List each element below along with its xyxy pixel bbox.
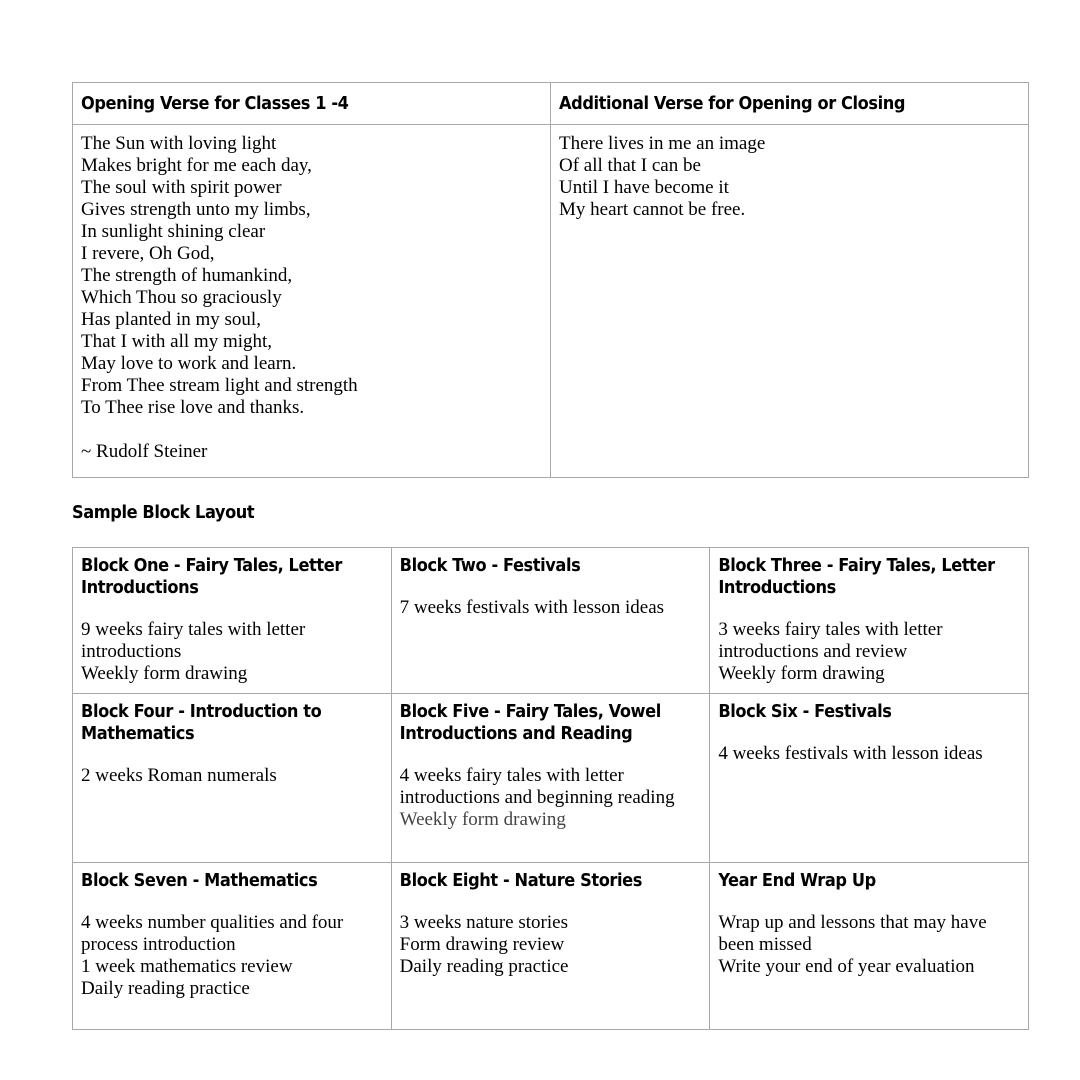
verse-line: Gives strength unto my limbs, bbox=[81, 199, 311, 220]
verse-line: The strength of humankind, bbox=[81, 265, 293, 286]
block-lines bbox=[718, 743, 1020, 765]
block-cell bbox=[73, 548, 392, 694]
verse-line: In sunlight shining clear bbox=[81, 221, 266, 242]
block-cell bbox=[710, 694, 1029, 863]
block-line: Weekly form drawing bbox=[399, 809, 566, 830]
block-lines bbox=[81, 765, 383, 787]
block-lines bbox=[718, 912, 1020, 978]
block-line: 2 weeks Roman numerals bbox=[81, 765, 277, 786]
block-line: 4 weeks fairy tales with letter introductions and beginning reading bbox=[399, 765, 675, 808]
block-line: 9 weeks fairy tales with letter introductions bbox=[81, 619, 306, 662]
verse-line: The Sun with loving light bbox=[81, 133, 277, 154]
block-cell bbox=[73, 863, 392, 1030]
block-lines bbox=[81, 912, 383, 1000]
block-cell bbox=[391, 863, 710, 1030]
block-cell bbox=[710, 548, 1029, 694]
block-lines bbox=[81, 619, 383, 685]
block-row bbox=[73, 863, 1029, 1030]
block-line: Daily reading practice bbox=[399, 956, 569, 977]
verse-spacer bbox=[81, 419, 542, 441]
block-cell bbox=[73, 694, 392, 863]
verse-line: Until I have become it bbox=[559, 177, 729, 198]
block-title: Block Eight - Nature Stories bbox=[399, 870, 642, 891]
verse-line: My heart cannot be free. bbox=[559, 199, 746, 220]
verse-line: Which Thou so graciously bbox=[81, 287, 282, 308]
block-line: Form drawing review bbox=[399, 934, 565, 955]
additional-verse-cell bbox=[551, 125, 1029, 478]
block-title: Year End Wrap Up bbox=[718, 870, 876, 891]
block-row bbox=[73, 548, 1029, 694]
block-cell bbox=[391, 548, 710, 694]
opening-verse-cell bbox=[73, 125, 551, 478]
verse-line: Makes bright for me each day, bbox=[81, 155, 312, 176]
block-title: Block Four - Introduction to Mathematics bbox=[81, 701, 322, 744]
block-line: Daily reading practice bbox=[81, 978, 250, 999]
opening-verse-lines bbox=[81, 133, 542, 463]
block-cell bbox=[710, 863, 1029, 1030]
verse-line: Of all that I can be bbox=[559, 155, 701, 176]
block-line: Wrap up and lessons that may have been missed bbox=[718, 912, 987, 955]
verse-table bbox=[72, 82, 1029, 478]
verse-table-body-row bbox=[73, 125, 1029, 478]
block-line: 4 weeks number qualities and four process introduction bbox=[81, 912, 344, 955]
block-line: 3 weeks fairy tales with letter introductions and review bbox=[718, 619, 943, 662]
sample-block-layout-title: Sample Block Layout bbox=[72, 502, 255, 523]
verse-line: I revere, Oh God, bbox=[81, 243, 215, 264]
opening-verse-heading: Opening Verse for Classes 1 -4 bbox=[73, 83, 551, 125]
block-lines bbox=[718, 619, 1020, 685]
additional-verse-lines bbox=[559, 133, 1020, 221]
verse-table-header-row bbox=[73, 83, 1029, 125]
block-cell bbox=[391, 694, 710, 863]
verse-line: From Thee stream light and strength bbox=[81, 375, 358, 396]
verse-line: Has planted in my soul, bbox=[81, 309, 261, 330]
block-title: Block Five - Fairy Tales, Vowel Introductions and Reading bbox=[399, 701, 661, 744]
verse-line: To Thee rise love and thanks. bbox=[81, 397, 305, 418]
block-title: Block Two - Festivals bbox=[399, 555, 581, 576]
block-lines bbox=[400, 765, 702, 831]
block-line: 3 weeks nature stories bbox=[399, 912, 568, 933]
block-line: Weekly form drawing bbox=[81, 663, 248, 684]
block-title: Block One - Fairy Tales, Letter Introductions bbox=[81, 555, 342, 598]
block-title: Block Six - Festivals bbox=[718, 701, 892, 722]
verse-attribution: ~ Rudolf Steiner bbox=[81, 441, 208, 462]
verse-line: The soul with spirit power bbox=[81, 177, 282, 198]
block-line: Weekly form drawing bbox=[718, 663, 885, 684]
verse-line: May love to work and learn. bbox=[81, 353, 297, 374]
block-lines bbox=[400, 912, 702, 978]
block-layout-table bbox=[72, 547, 1029, 1030]
block-lines bbox=[400, 597, 702, 619]
document-page bbox=[72, 82, 1029, 1030]
block-title: Block Three - Fairy Tales, Letter Introductions bbox=[718, 555, 995, 598]
verse-line: There lives in me an image bbox=[559, 133, 766, 154]
block-line: Write your end of year evaluation bbox=[718, 956, 975, 977]
block-title: Block Seven - Mathematics bbox=[81, 870, 318, 891]
block-line: 1 week mathematics review bbox=[81, 956, 293, 977]
block-line: 4 weeks festivals with lesson ideas bbox=[718, 743, 983, 764]
block-line: 7 weeks festivals with lesson ideas bbox=[399, 597, 665, 618]
additional-verse-heading: Additional Verse for Opening or Closing bbox=[551, 83, 1029, 125]
block-row bbox=[73, 694, 1029, 863]
verse-line: That I with all my might, bbox=[81, 331, 273, 352]
